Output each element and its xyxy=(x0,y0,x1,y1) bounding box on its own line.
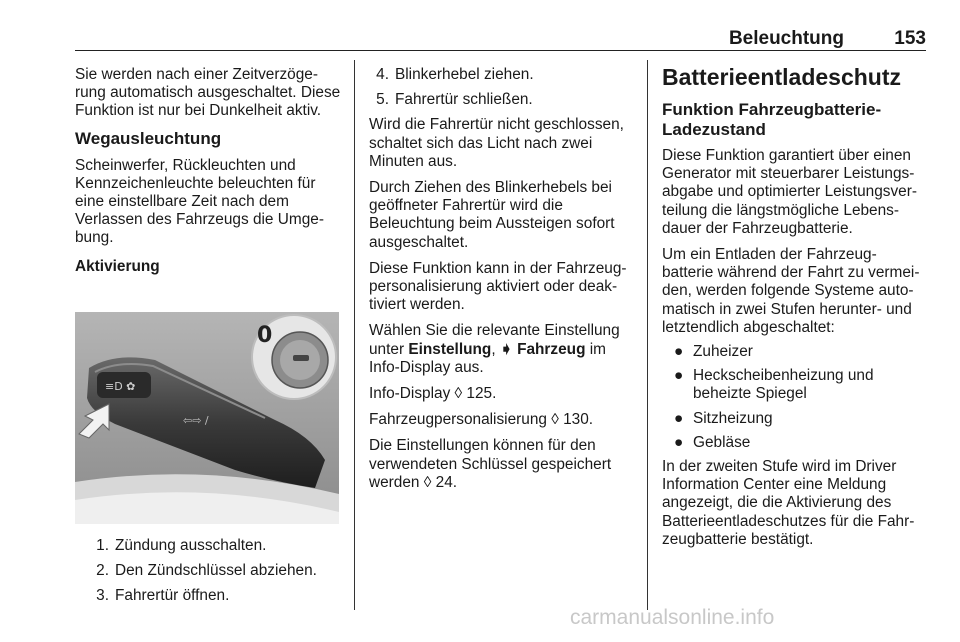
svg-text:⇦⇨ /: ⇦⇨ / xyxy=(183,414,209,427)
activation-steps-1 xyxy=(83,537,343,613)
bullet-icon: ● xyxy=(674,367,684,385)
paragraph-second-stage: In der zweiten Stufe wird im Driver Information Center eine Meldung angezeigt, die die Aktivierung des Batterieentladeschutzes für die Fahr-zeugbatterie bestätigt. xyxy=(662,458,915,548)
list-item: 3. Fahrertür öffnen. xyxy=(96,587,230,605)
menu-item-fahrzeug: Fahrzeug xyxy=(517,340,586,358)
menu-item-einstellung: Einstellung xyxy=(408,340,492,358)
column-3 xyxy=(662,66,928,557)
lever-drawing xyxy=(75,312,339,524)
section-title-batterieentladeschutz: Batterieentladeschutz xyxy=(662,64,902,90)
reference-info-display: Info-Display ◊ 125. xyxy=(369,385,497,403)
paragraph-lever-pull: Durch Ziehen des Blinkerhebels bei geöffneter Fahrertür wird die Beleuchtung beim Aussteigen sofort ausgeschaltet. xyxy=(369,179,615,251)
list-item: 1. Zündung ausschalten. xyxy=(96,537,267,554)
watermark-text: carmanualsonline.info xyxy=(570,606,775,629)
page-header xyxy=(75,24,926,50)
paragraph-door-open: Wird die Fahrertür nicht geschlossen, schaltet sich das Licht nach zwei Minuten aus. xyxy=(369,116,624,170)
list-item: 4. Blinkerhebel ziehen. xyxy=(376,66,534,83)
list-item: ● Heckscheibenheizung und beheizte Spiegel xyxy=(662,367,928,403)
page-title: Beleuchtung xyxy=(728,28,844,49)
paragraph-discharge: Um ein Entladen der Fahrzeug-batterie während der Fahrt zu vermei-den, werden folgende Systeme auto-matisch in zwei Stufen herunter- und letztendlich abgeschaltet: xyxy=(662,246,920,336)
reference-personalisation: Fahrzeugpersonalisierung ◊ 130. xyxy=(369,411,594,429)
bullet-icon: ● xyxy=(674,409,684,427)
wegausleuchtung-paragraph: Scheinwerfer, Rückleuchten und Kennzeichenleuchte beleuchten für eine einstellbare Zeit nach dem Verlassen des Fahrzeugs die Umge-bung. xyxy=(75,156,324,247)
systems-list xyxy=(662,343,928,452)
intro-paragraph: Sie werden nach einer Zeitverzöge-rung automatisch ausgeschaltet. Diese Funktion ist nur bei Dunkelheit aktiv. xyxy=(75,66,341,120)
paragraph-settings-path: Wählen Sie die relevante Einstellung unter Einstellung, ➧ Fahrzeug im Info-Display aus. xyxy=(369,322,620,376)
svg-text:≡D ✿: ≡D ✿ xyxy=(105,380,136,393)
paragraph-key-storage: Die Einstellungen können für den verwendeten Schlüssel gespeichert werden ◊ 24. xyxy=(369,437,612,491)
bullet-icon: ● xyxy=(674,343,684,361)
list-item: 5. Fahrertür schließen. xyxy=(376,91,533,109)
paragraph-generator: Diese Funktion garantiert über einen Generator mit steuerbarer Leistungs-abgabe und optimierter Leistungsver-teilung die längstmögliche Lebens-dauer der Fahrzeugbatterie. xyxy=(662,147,917,237)
page-number: 153 xyxy=(894,28,926,49)
column-divider-1 xyxy=(354,60,355,610)
bullet-icon: ● xyxy=(674,433,684,451)
list-item: ● Sitzheizung xyxy=(662,410,928,428)
list-item: ● Zuheizer xyxy=(662,343,928,361)
header-rule xyxy=(75,50,926,51)
subsection-title: Funktion Fahrzeugbatterie-Ladezustand xyxy=(662,100,882,139)
list-item: ● Gebläse xyxy=(662,434,928,452)
list-item: 2. Den Zündschlüssel abziehen. xyxy=(96,562,317,580)
activation-steps-2 xyxy=(369,66,639,109)
section-heading-wegausleuchtung: Wegausleuchtung xyxy=(75,128,222,148)
column-2 xyxy=(369,66,639,500)
key-position-label: 0 xyxy=(257,323,273,348)
turn-signal-lever-illustration xyxy=(75,312,339,524)
column-1 xyxy=(75,66,345,284)
subheading-aktivierung: Aktivierung xyxy=(75,257,160,275)
column-divider-2 xyxy=(647,60,648,610)
paragraph-personalisation: Diese Funktion kann in der Fahrzeug-personalisierung aktiviert oder deak-tiviert werden. xyxy=(369,259,627,314)
arrow-icon: ➧ xyxy=(499,340,513,358)
